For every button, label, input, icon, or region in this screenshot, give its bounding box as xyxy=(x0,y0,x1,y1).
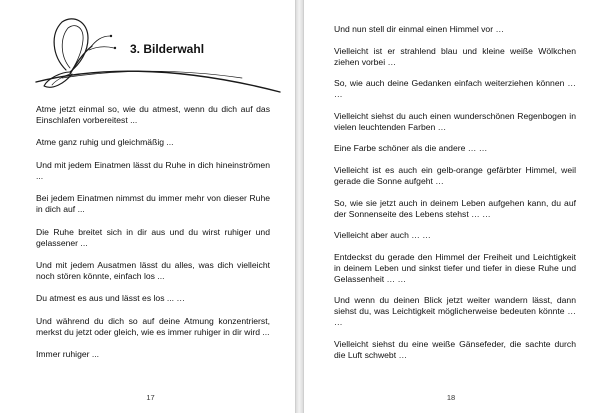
paragraph: Und nun stell dir einmal einen Himmel vor … xyxy=(334,24,505,34)
paragraph: Vielleicht siehst du eine weiße Gänsefeder, die sachte durch die Luft schwebt … xyxy=(334,338,576,360)
paragraph: Und wenn du deinen Blick jetzt weiter wandern lässt, dann siehst du, was Leichtigkeit möglicherweise bedeuten könnte … … xyxy=(334,295,576,328)
chapter-header xyxy=(22,12,284,96)
paragraph: Vielleicht siehst du auch einen wunderschönen Regenbogen in vielen leuchtenden Farben … xyxy=(334,110,576,132)
right-page xyxy=(303,0,600,413)
paragraph: Vielleicht aber auch … … xyxy=(334,230,431,241)
paragraph: Atme jetzt einmal so, wie du atmest, wenn du dich auf das Einschlafen vorbereitest ... xyxy=(36,104,270,125)
paragraph: Die Ruhe breitet sich in dir aus und du wirst ruhiger und gelassener ... xyxy=(36,226,270,248)
paragraph: Eine Farbe schöner als die andere … … xyxy=(334,143,488,154)
paragraph: Atme ganz ruhig und gleichmäßig ... xyxy=(36,137,174,148)
page-number: 18 xyxy=(446,393,456,402)
paragraph: Bei jedem Einatmen nimmst du immer mehr von dieser Ruhe in dich auf ... xyxy=(36,193,270,215)
paragraph: Und während du dich so auf deine Atmung konzentrierst, merkst du jetzt oder gleich, wie es immer ruhiger in dir wird ... xyxy=(36,315,270,337)
paragraph: Du atmest es aus und lässt es los ... … xyxy=(36,293,186,304)
left-text-block xyxy=(36,104,270,372)
chapter-title: 3. Bilderwahl xyxy=(130,42,205,56)
paragraph: Und mit jedem Einatmen lässt du Ruhe in dich hineinströmen ... xyxy=(36,159,270,181)
paragraph: Entdeckst du gerade den Himmel der Freiheit und Leichtigkeit in deinem Leben und sinkst tiefer und tiefer in diese Ruhe und Gelassenheit … … xyxy=(334,251,576,284)
paragraph: So, wie auch deine Gedanken einfach weiterziehen können … … xyxy=(334,78,576,100)
page-number: 17 xyxy=(146,393,155,402)
paragraph: Und mit jedem Ausatmen lässt du alles, was dich vielleicht noch stören könnte, einfach los ... xyxy=(36,259,270,281)
book-gutter xyxy=(296,0,303,413)
right-text-block xyxy=(334,24,576,372)
left-page xyxy=(0,0,296,413)
paragraph: Immer ruhiger ... xyxy=(36,349,100,360)
paragraph: Vielleicht ist er strahlend blau und kleine weiße Wölkchen ziehen vorbei … xyxy=(334,45,576,67)
paragraph: Vielleicht ist es auch ein gelb-orange gefärbter Himmel, weil gerade die Sonne aufgeht … xyxy=(334,164,576,186)
paragraph: So, wie sie jetzt auch in deinem Leben aufgehen kann, du auf der Sonnenseite des Lebens stehst … … xyxy=(334,197,576,219)
